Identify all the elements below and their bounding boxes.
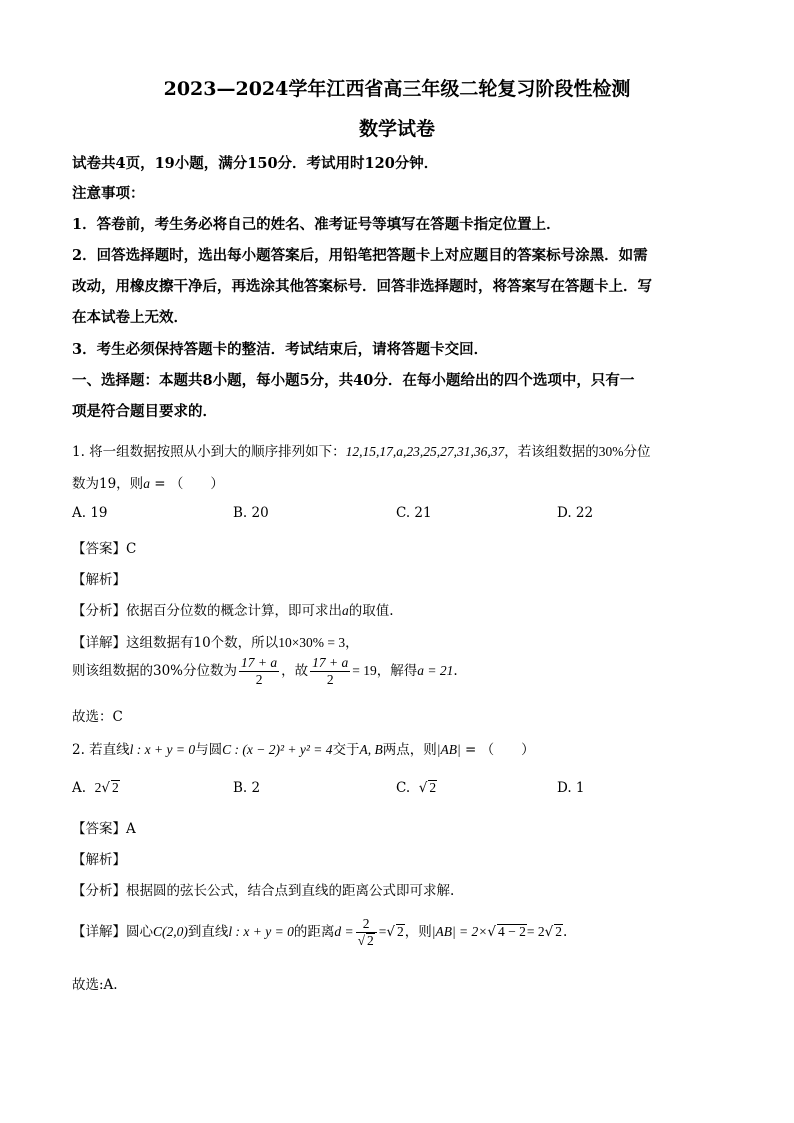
q1-line2-end: . bbox=[453, 663, 458, 679]
q2-detail-text-b: 到直线 bbox=[187, 924, 229, 940]
q2-answer bbox=[72, 817, 136, 837]
q2-distance-denominator-radicand: 2 bbox=[367, 933, 374, 948]
q1-line2-equation: = 19 bbox=[352, 663, 377, 678]
q1-stem-text: 1. 将一组数据按照从小到大的顺序排列如下： bbox=[72, 444, 346, 460]
q2-option-b: B. 2 bbox=[233, 780, 261, 796]
notice-item-2-line-3: 在本试卷上无效． bbox=[72, 309, 188, 326]
q1-fenxi bbox=[72, 599, 394, 619]
q1-detail-line-2 bbox=[72, 655, 458, 688]
q1-fraction-denominator: 2 bbox=[255, 672, 263, 687]
sqrt-icon: √ bbox=[101, 780, 110, 796]
q2-detail-text-d: ，则 bbox=[404, 924, 432, 940]
q1-fraction bbox=[239, 655, 279, 688]
q1-percent: 30% bbox=[598, 444, 624, 459]
q2-detail-end: . bbox=[562, 924, 568, 940]
q1-variable: a bbox=[143, 476, 150, 491]
q1-detail-expression: 10×30% = 3 bbox=[278, 635, 346, 650]
q1-line2-result: a = 21 bbox=[417, 663, 454, 678]
q1-line2-text-b: ，故 bbox=[281, 663, 309, 679]
q2-abs-expression: |AB| bbox=[436, 742, 461, 757]
sqrt-icon: √ bbox=[487, 924, 496, 940]
q1-answer bbox=[72, 537, 136, 557]
exam-subtitle: 数学试卷 bbox=[358, 118, 435, 140]
sqrt-icon: √ bbox=[357, 933, 365, 948]
q2-fenxi-label: 【分析】 bbox=[72, 883, 126, 899]
q2-fenxi-text: 根据圆的弦长公式，结合点到直线的距离公式即可求解. bbox=[126, 883, 455, 899]
section-heading-line-2: 项是符合题目要求的． bbox=[72, 403, 217, 420]
q2-distance-fraction bbox=[356, 916, 377, 949]
q1-detail-end: ， bbox=[345, 635, 359, 651]
q2-distance-variable: d = bbox=[334, 924, 354, 939]
q1-fraction-2 bbox=[310, 655, 350, 688]
q2-analysis-label: 【解析】 bbox=[72, 852, 126, 868]
q2-option-c-radicand: 2 bbox=[429, 780, 437, 795]
q1-answer-value: C bbox=[126, 541, 137, 557]
q1-stem-text-c: 分位 bbox=[623, 444, 651, 460]
q2-option-a-radicand: 2 bbox=[112, 780, 119, 795]
q1-detail bbox=[72, 631, 359, 651]
q2-choice: 故选:A. bbox=[72, 977, 118, 993]
q2-answer-label: 【答案】 bbox=[72, 821, 126, 837]
q2-distance-result-radicand: 2 bbox=[396, 924, 404, 939]
q1-stem-line-2 bbox=[72, 472, 224, 492]
q1-stem-text-e: = （ ） bbox=[149, 476, 224, 492]
q1-line2-text-a: 则该组数据的30%分位数为 bbox=[72, 663, 238, 679]
q2-answer-value: A bbox=[126, 821, 136, 837]
q1-fraction-2-denominator: 2 bbox=[326, 672, 334, 687]
q2-stem-text-e: = （ ） bbox=[460, 742, 535, 758]
q1-option-b: B. 20 bbox=[233, 505, 269, 521]
q2-fenxi bbox=[72, 879, 454, 899]
q2-option-a bbox=[72, 780, 120, 796]
notice-item-2-line-1: 2．回答选择题时，选出每小题答案后，用铅笔把答题卡上对应题目的答案标号涂黑．如需 bbox=[72, 247, 648, 264]
notice-item-1: 1．答卷前，考生务必将自己的姓名、准考证号等填写在答题卡指定位置上． bbox=[72, 216, 561, 233]
q1-stem-text-b: ，若该组数据的 bbox=[504, 444, 599, 460]
q2-detail-text-a: 圆心 bbox=[126, 924, 153, 940]
q2-stem-text-c: 交于 bbox=[332, 742, 360, 758]
sqrt-icon: √ bbox=[418, 780, 428, 796]
q2-stem-text-a: 2. 若直线 bbox=[72, 742, 130, 758]
q1-data-list: 12,15,17,a,23,25,27,31,36,37 bbox=[345, 444, 505, 459]
q1-option-c: C. 21 bbox=[396, 505, 432, 521]
q1-stem-line-1 bbox=[72, 440, 651, 460]
q2-option-a-label: A. bbox=[72, 780, 87, 796]
q1-line2-text-c: ，解得 bbox=[376, 663, 418, 679]
q1-fenxi-text: 依据百分位数的概念计算，即可求出 bbox=[126, 603, 342, 619]
q2-option-c bbox=[396, 780, 437, 796]
notice-heading: 注意事项： bbox=[72, 185, 145, 202]
q1-choice: 故选：C bbox=[72, 709, 123, 725]
q2-circle-expression: C : (x − 2)² + y² = 4 bbox=[222, 742, 333, 757]
q1-option-d: D. 22 bbox=[557, 505, 594, 521]
q2-distance-equals: = bbox=[378, 924, 387, 939]
exam-title: 2023—2024学年江西省高三年级二轮复习阶段性检测 bbox=[163, 78, 631, 100]
section-heading-line-1: 一、选择题：本题共8小题，每小题5分，共40分．在每小题给出的四个选项中，只有一 bbox=[72, 372, 635, 389]
q1-detail-label: 【详解】 bbox=[72, 635, 126, 651]
q2-distance-denominator bbox=[356, 933, 377, 949]
q1-fraction-numerator: 17 + a bbox=[241, 655, 278, 670]
q1-answer-label: 【答案】 bbox=[72, 541, 126, 557]
q1-fenxi-label: 【分析】 bbox=[72, 603, 126, 619]
q1-fenxi-variable: a bbox=[342, 603, 349, 618]
q2-ab-expression: |AB| = 2× bbox=[431, 924, 488, 939]
q2-detail-line-expression: l : x + y = 0 bbox=[228, 924, 294, 939]
q1-fenxi-end: 的取值. bbox=[348, 603, 394, 619]
q2-detail-label: 【详解】 bbox=[72, 924, 126, 940]
q2-option-a-coefficient: 2 bbox=[94, 780, 102, 795]
q2-ab-radicand: 4 − 2 bbox=[497, 924, 526, 939]
q2-stem-text-b: 与圆 bbox=[195, 742, 223, 758]
q2-option-d: D. 1 bbox=[557, 780, 585, 796]
q2-option-c-label: C. bbox=[396, 780, 411, 796]
q1-analysis-label: 【解析】 bbox=[72, 572, 126, 588]
sqrt-icon: √ bbox=[544, 924, 554, 940]
q2-ab-result-radicand: 2 bbox=[555, 924, 562, 939]
q2-distance-numerator: 2 bbox=[356, 916, 377, 933]
q2-center-expression: C(2,0) bbox=[153, 924, 188, 939]
notice-item-3: 3．考生必须保持答题卡的整洁．考试结束后，请将答题卡交回． bbox=[72, 341, 489, 358]
q2-stem-text-d: 两点，则 bbox=[382, 742, 437, 758]
exam-summary: 试卷共4页，19小题，满分150分．考试用时120分钟． bbox=[72, 155, 439, 172]
q2-line-expression: l : x + y = 0 bbox=[129, 742, 196, 757]
q2-points: A, B bbox=[359, 742, 383, 757]
q2-stem bbox=[72, 738, 535, 758]
q1-fraction-2-numerator: 17 + a bbox=[312, 655, 349, 670]
q2-detail bbox=[72, 916, 567, 949]
notice-item-2-line-2: 改动，用橡皮擦干净后，再选涂其他答案标号．回答非选择题时，将答案写在答题卡上．写 bbox=[72, 278, 652, 295]
q1-stem-text-d: 数为19，则 bbox=[72, 476, 144, 492]
q1-option-a: A. 19 bbox=[72, 505, 108, 521]
q2-detail-text-c: 的距离 bbox=[293, 924, 335, 940]
q1-detail-text: 这组数据有10个数，所以 bbox=[126, 635, 279, 651]
sqrt-icon: √ bbox=[386, 924, 395, 940]
q2-ab-equals: = 2 bbox=[526, 924, 545, 939]
